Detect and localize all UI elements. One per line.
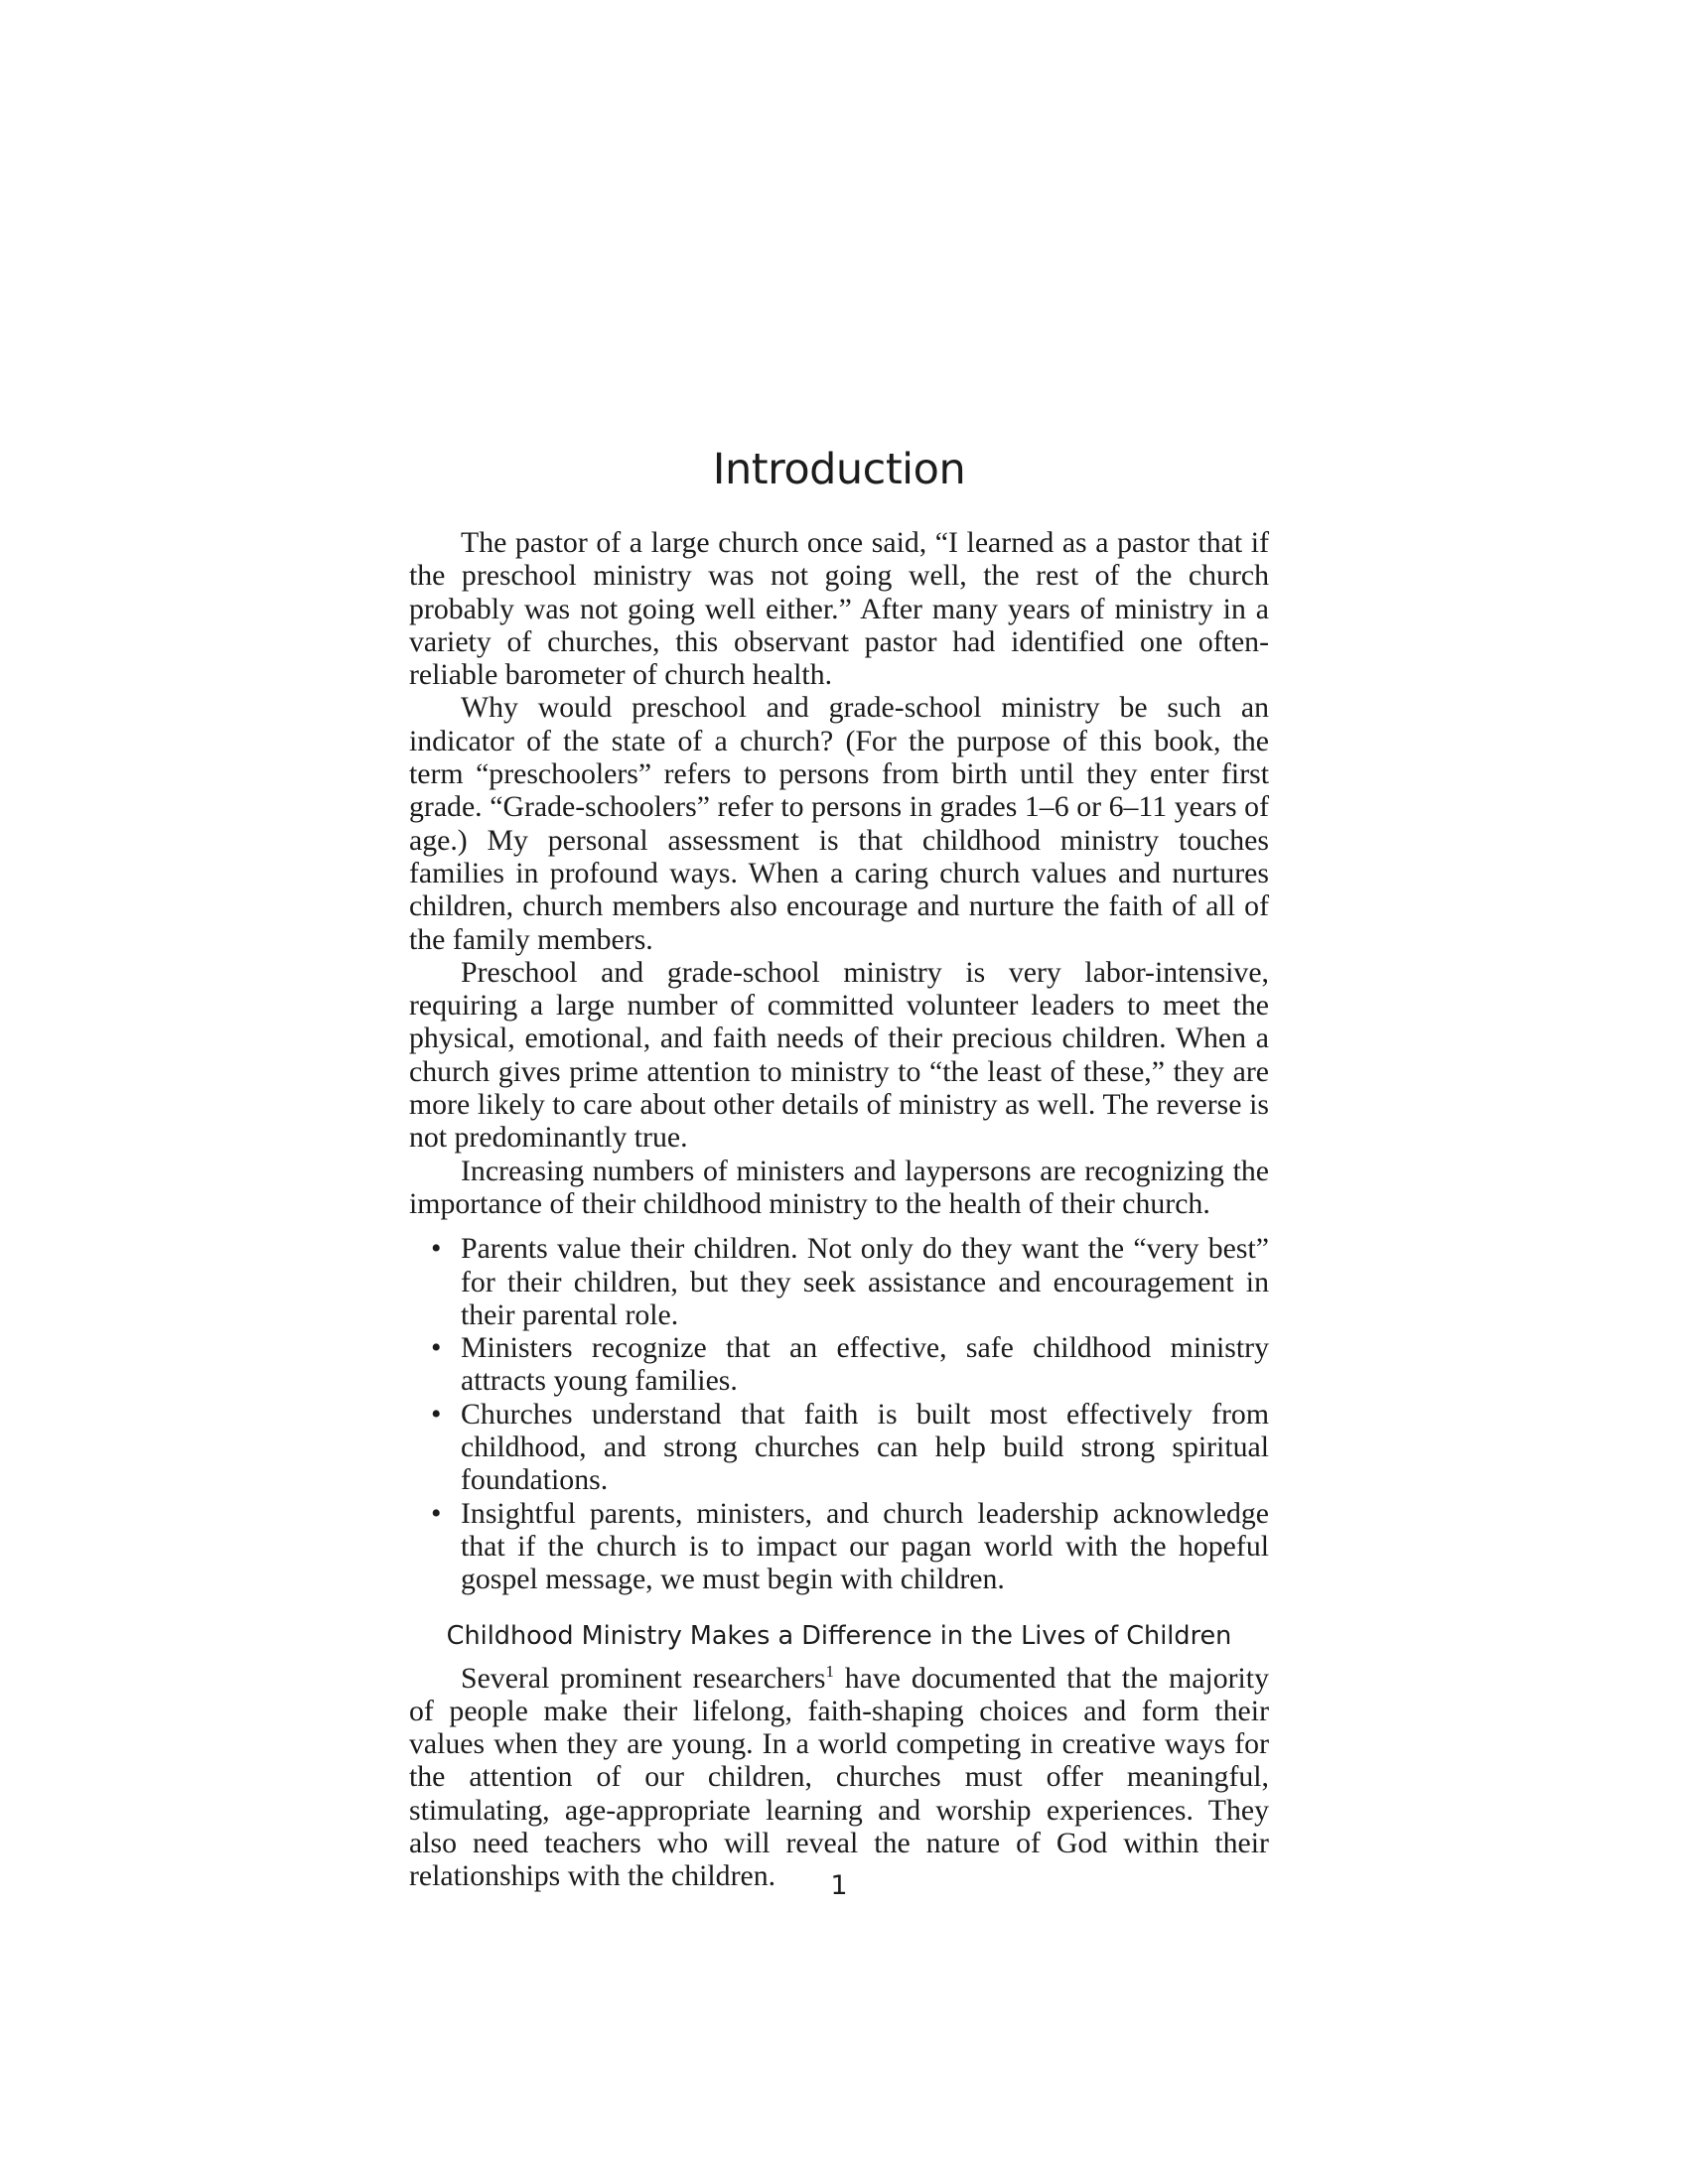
bullet-icon: • <box>431 1331 442 1365</box>
footnote-marker[interactable]: 1 <box>825 1661 834 1681</box>
paragraph-5-start: Several prominent researchers <box>461 1661 826 1695</box>
paragraph-2: Why would preschool and grade-school ministry be such an indicator of the state of a church? (For the purpose of this book, the term “preschoolers” refers to persons from birth until they enter first grade. “Grade-schoolers” refer to persons in grades 1–6 or 6–11 years of age.) My personal assessment is that childhood ministry touches families in profound ways. When a caring church values and nurtures children, church members also encourage and nurture the faith of all of the family members. <box>409 691 1269 956</box>
bullet-text: Churches understand that faith is built most effectively from childhood, and strong churches can help build strong spiritual foundations. <box>461 1397 1269 1497</box>
section-subheading: Childhood Ministry Makes a Difference in the Lives of Children <box>446 1620 1232 1651</box>
bullet-list <box>409 1232 1269 1595</box>
bullet-icon: • <box>431 1232 442 1266</box>
paragraph-4: Increasing numbers of ministers and laypersons are recognizing the importance of their childhood ministry to the health of their church. <box>409 1154 1269 1220</box>
paragraph-3: Preschool and grade-school ministry is very labor-intensive, requiring a large number of committed volunteer leaders to meet the physical, emotional, and faith needs of their precious children. When a church gives prime attention to ministry to “the least of these,” they are more likely to care about other details of ministry as well. The reverse is not predominantly true. <box>409 955 1269 1155</box>
paragraph-5-rest: have documented that the majority of people make their lifelong, faith-shaping choices and form their values when they are young. In a world competing in creative ways for the attention of our children, churches must offer meaningful, stimulating, age-appropriate learning and worship experiences. They also need teachers who will reveal the nature of God within their relationships with the children. <box>409 1661 1269 1893</box>
bullet-icon: • <box>431 1496 442 1530</box>
paragraph-1: The pastor of a large church once said, “I learned as a pastor that if the preschool ministry was not going well, the rest of the church probably was not going well either.” After many years of ministry in a variety of churches, this observant pastor had identified one often-reliable barometer of church health. <box>409 526 1269 692</box>
body-text <box>409 526 1269 1893</box>
bullet-text: Ministers recognize that an effective, safe childhood ministry attracts young families. <box>461 1331 1269 1398</box>
bullet-item <box>409 1497 1269 1596</box>
bullet-item <box>409 1232 1269 1331</box>
page-title: Introduction <box>712 445 966 494</box>
bullet-text: Insightful parents, ministers, and church leadership acknowledge that if the church is to impact our pagan world with the hopeful gospel message, we must begin with children. <box>461 1496 1269 1596</box>
bullet-icon: • <box>431 1397 442 1431</box>
bullet-item <box>409 1331 1269 1398</box>
bullet-item <box>409 1398 1269 1497</box>
bullet-text: Parents value their children. Not only do they want the “very best” for their children, but they seek assistance and encouragement in their parental role. <box>461 1232 1269 1331</box>
page-number: 1 <box>830 1870 848 1901</box>
paragraph-5 <box>409 1662 1269 1893</box>
